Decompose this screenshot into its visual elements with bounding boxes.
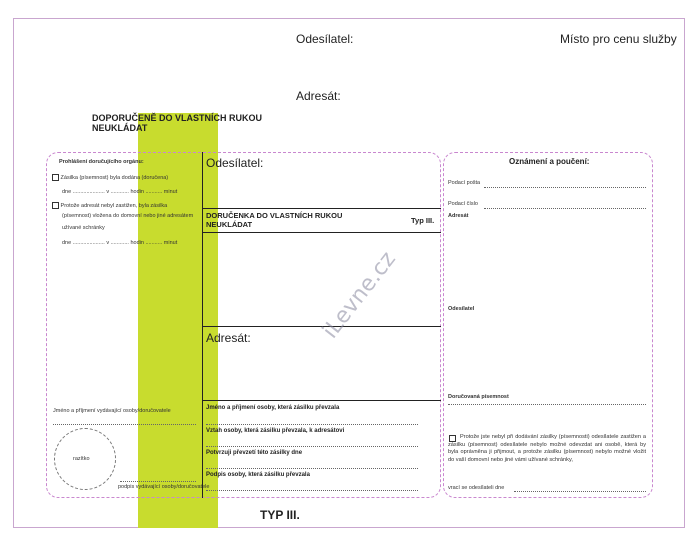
checkbox-mailbox[interactable] bbox=[52, 202, 59, 209]
field-signature: Podpis osoby, která zásilku převzala bbox=[206, 472, 310, 478]
service-line-1: DOPORUČENĚ DO VLASTNÍCH RUKOU bbox=[92, 113, 263, 123]
item-1-text: Zásilka (písemnost) byla dodána (doručena) bbox=[60, 174, 169, 181]
post-office-label: Podací pošta bbox=[448, 180, 481, 186]
receipt-sender-label: Odesílatel: bbox=[206, 156, 264, 170]
field-1-line bbox=[206, 424, 418, 425]
rule-2 bbox=[202, 232, 441, 233]
post-number-line bbox=[484, 208, 646, 209]
receipt-line-2: NEUKLÁDAT bbox=[206, 219, 253, 229]
declaration-item-2 bbox=[52, 202, 202, 209]
receipt-title bbox=[206, 212, 342, 229]
item-2-line-1: Protože adresát nebyl zastižen, byla zásilka bbox=[60, 202, 168, 209]
signature-line bbox=[120, 481, 196, 482]
field-relation: Vztah osoby, která zásilku převzala, k adresátovi bbox=[206, 428, 345, 434]
notice-sender-label: Odesílatel bbox=[448, 306, 475, 312]
header-sender-label: Odesílatel: bbox=[296, 32, 354, 46]
field-recipient-name: Jméno a příjmení osoby, která zásilku převzala bbox=[206, 405, 340, 411]
service-title bbox=[92, 113, 262, 133]
receipt-line-1: DORUČENKA DO VLASTNÍCH RUKOU bbox=[206, 211, 343, 220]
declaration-item-1 bbox=[52, 174, 202, 181]
field-3-line bbox=[206, 468, 418, 469]
item-2-line-3: užívané schránky bbox=[62, 225, 105, 231]
field-4-line bbox=[206, 490, 418, 491]
receipt-recipient-label: Adresát: bbox=[206, 331, 251, 345]
post-number-label: Podací číslo bbox=[448, 201, 478, 207]
postage-label: Místo pro cenu služby bbox=[560, 32, 677, 46]
receipt-type-label: Typ III. bbox=[411, 216, 435, 225]
deliverer-name-label: Jméno a příjmení vydávající osoby/doručovatele bbox=[53, 408, 171, 414]
post-office-line bbox=[484, 187, 646, 188]
returned-label: vrací se odesílateli dne bbox=[448, 485, 505, 491]
returned-line bbox=[514, 491, 646, 492]
item-1-date: dne ..................... v ............ hodin ........... minut bbox=[62, 189, 178, 195]
notice-title: Oznámení a poučení: bbox=[509, 157, 590, 166]
notice-document-label: Doručovaná písemnost bbox=[448, 394, 509, 400]
middle-divider bbox=[202, 152, 203, 498]
declaration-title: Prohlášení doručujícího orgánu: bbox=[59, 159, 144, 165]
item-2-line-2: (písemnost) vložena do domovní nebo jiné adresátem bbox=[62, 213, 194, 219]
deliverer-name-line bbox=[53, 424, 196, 425]
signature-label: podpis vydávající osoby/doručovatele bbox=[118, 484, 210, 490]
notice-recipient-label: Adresát bbox=[448, 213, 469, 219]
field-2-line bbox=[206, 446, 418, 447]
rule-4 bbox=[202, 400, 441, 401]
rule-1 bbox=[202, 208, 441, 209]
field-date-confirm: Potvrzuji převzetí této zásilky dne bbox=[206, 450, 303, 456]
checkbox-delivered[interactable] bbox=[52, 174, 59, 181]
document-line bbox=[448, 404, 646, 405]
footer-type: TYP III. bbox=[260, 508, 300, 522]
watermark-text: iLevne.cz bbox=[318, 247, 401, 344]
notice-text: Protože jste nebyl při dodávání zásilky (písemnosti) odesílatele zastižen a zásilku (písemnost) odesílatele nebylo možné odevzdat ani osobě, která by byla oprávněna ji přijmout, a protože zásilku (písemnost) nebylo možné vložit do vaší domovní nebo jiné vámi užívané schránky, bbox=[448, 434, 646, 463]
item-2-date: dne ..................... v ............ hodin ........... minut bbox=[62, 240, 178, 246]
service-line-2: NEUKLÁDAT bbox=[92, 123, 148, 133]
header-recipient-label: Adresát: bbox=[296, 89, 341, 103]
stamp-label: razítko bbox=[73, 456, 90, 462]
